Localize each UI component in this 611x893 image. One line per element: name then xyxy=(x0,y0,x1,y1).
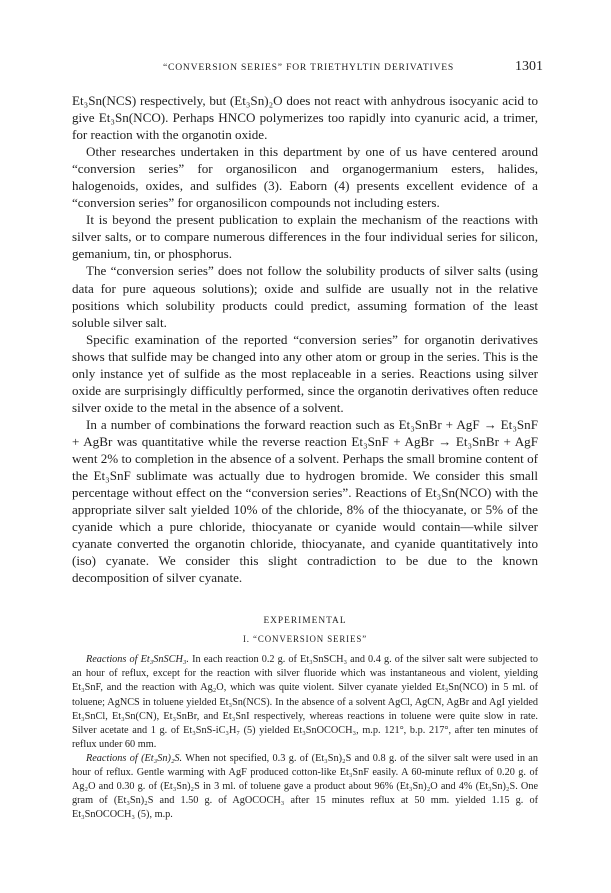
running-title: “CONVERSION SERIES” FOR TRIETHYLTIN DERIVATIVES xyxy=(162,62,455,73)
article-body xyxy=(72,92,538,822)
paragraph-text: In each reaction 0.2 g. of Et₃SnSCH₃ and 0.4 g. of the silver salt were subjected to an hour of reflux, except for the reaction with silver fluoride which was instantaneous and violent, yielding Et₃SnF, and the reaction with Ag₂O, which was quite violent. Silver cyanate yielded Et₃Sn(NCO) in 5 ml. of toluene; AgNCS in toluene yielded Et₃Sn(NCS). In the absence of a solvent AgCl, AgCN, AgBr and AgI yielded Et₃SnCl, Et₃Sn(CN), Et₃SnBr, and Et₃SnI respectively, whereas reactions in toluene were quite slow in rate. Silver acetate and 1 g. of Et₃SnS-iC₃H₇ (5) yielded Et₃SnOCOCH₃, m.p. 121°, b.p. 217°, after ten minutes of reflux under 60 mm. xyxy=(72,654,538,750)
body-paragraph: Specific examination of the reported “conversion series” for organotin derivatives shows that sulfide may be changed into any other atom or group in the series. This is the only instance yet of sulfide as the most replaceable in a series. Reactions using silver oxide are surprisingly difficultly performed, since the organotin derivatives often reduce silver oxide to the metal in the absence of a solvent. xyxy=(72,331,538,415)
subsection-heading: I. “CONVERSION SERIES” xyxy=(242,634,368,645)
experimental-text xyxy=(72,653,538,822)
page-number: 1301 xyxy=(515,59,543,74)
paragraph-text: When not specified, 0.3 g. of (Et₃Sn)₂S and 0.8 g. of the silver salt were used in an hour of reflux. Gentle warming with AgF produced cotton-like Et₃SnF easily. A 60-minute reflux of 0.20 g. of Ag₂O and 0.30 g. of (Et₃Sn)₂S in 3 ml. of toluene gave a product about 96% (Et₃Sn)₂O and 4% (Et₃Sn)₂S. One gram of (Et₃Sn)₂S and 1.50 g. of AgOCOCH₃ after 15 minutes reflux at 50 mm. yielded 1.15 g. of Et₃SnOCOCH₃ (5), m.p. xyxy=(72,752,538,820)
body-paragraph: Other researches undertaken in this department by one of us have centered around “conversion series” for organosilicon and organogermanium esters, halides, halogenoids, oxides, and sulfides (3). Eaborn (4) presents excellent evidence of a “conversion series” for organosilicon compounds not including esters. xyxy=(72,144,538,211)
runin-heading: Reactions of Et₃SnSCH₃. xyxy=(86,654,189,666)
experimental-paragraph xyxy=(72,752,538,822)
body-paragraph: Et₃Sn(NCS) respectively, but (Et₃Sn)₂O does not react with anhydrous isocyanic acid to give Et₃Sn(NCO). Perhaps HNCO polymerizes too rapidly into cyanuric acid, a trimer, for reaction with the organotin oxide. xyxy=(72,93,538,143)
body-paragraph: The “conversion series” does not follow the solubility products of silver salts (using data for pure aqueous solutions); oxide and sulfide are usually not in the relative positions which solubility products could predict, assuming formation of the least soluble silver salt. xyxy=(72,263,538,330)
experimental-paragraph xyxy=(72,653,538,751)
section-heading: EXPERIMENTAL xyxy=(263,616,347,627)
body-paragraph: In a number of combinations the forward reaction such as Et₃SnBr + AgF → Et₃SnF + AgBr was quantitative while the reverse reaction Et₃SnF + AgBr → Et₃SnBr + AgF went 2% to completion in the absence of a solvent. Perhaps the small bromine content of the Et₃SnF sublimate was actually due to hydrogen bromide. We consider this small percentage without effect on the “conversion series”. Reactions of Et₃Sn(NCO) with the appropriate silver salt yielded 10% of the chloride, 8% of the thiocyanate, or 5% of the cyanide which a pure chloride, thiocyanate or cyanide would contain—while silver cyanate converted the organotin chloride, thiocyanate, and cyanide quantitatively into (iso) cyanate. We consider this slight contradiction to be due to the known decomposition of silver cyanate. xyxy=(72,416,538,586)
body-paragraph: It is beyond the present publication to explain the mechanism of the reactions with silver salts, or to compare numerous differences in the four individual series for silicon, gemanium, tin, or phosphorus. xyxy=(72,212,538,262)
runin-heading: Reactions of (Et₃Sn)₂S. xyxy=(86,752,183,764)
running-head xyxy=(74,59,543,80)
